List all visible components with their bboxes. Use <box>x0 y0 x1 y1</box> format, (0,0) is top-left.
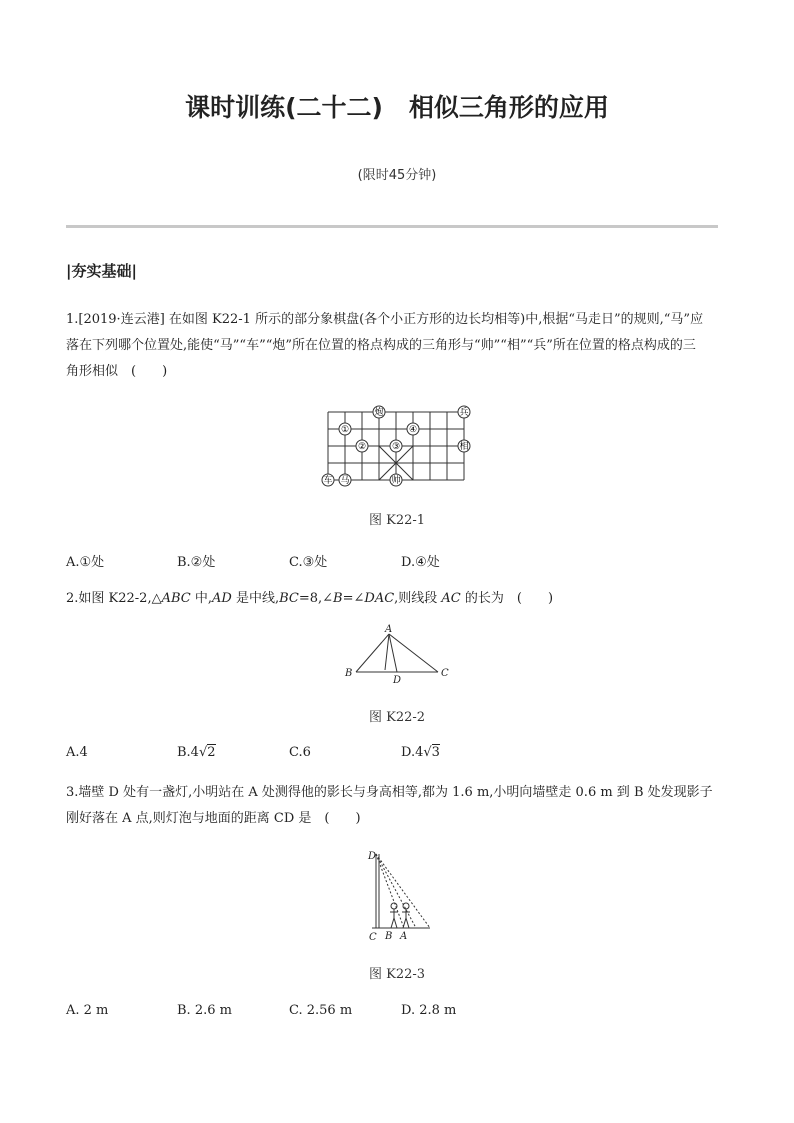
title-lesson: 课时训练(二十二) <box>185 93 383 122</box>
figure-k22-1-chessboard <box>318 402 478 492</box>
section-heading: |夯实基础| <box>66 262 137 280</box>
question-1-line-3: 角形相似 ( ) <box>66 364 168 379</box>
piece-shuai <box>390 474 402 486</box>
piece-pao <box>373 406 385 418</box>
q3-option-a: A. 2 m <box>66 1003 109 1018</box>
label-b: B <box>345 668 353 679</box>
q1-option-d: D.④处 <box>401 555 440 570</box>
q2-option-b: B.4√2 <box>177 745 216 760</box>
q2-option-c: C.6 <box>289 745 311 760</box>
q3-option-b: B. 2.6 m <box>177 1003 232 1018</box>
question-3-line-1: 3.墙壁 D 处有一盏灯,小明站在 A 处测得他的影长与身高相等,都为 1.6 m,小明向墙壁走 0.6 m 到 B 处发现影子 <box>66 785 713 800</box>
q1-option-b: B.②处 <box>177 555 216 570</box>
piece-bing <box>458 406 470 418</box>
piece-che <box>322 474 334 486</box>
label-b: B <box>385 931 393 942</box>
title-topic: 相似三角形的应用 <box>408 93 609 122</box>
svg-text:相: 相 <box>459 442 469 452</box>
q3-option-d: D. 2.8 m <box>401 1003 457 1018</box>
svg-text:③: ③ <box>391 442 401 452</box>
figure-k22-2-triangle <box>340 624 460 688</box>
position-4 <box>407 423 419 435</box>
question-1-line-2: 落在下列哪个位置处,能使“马”“车”“炮”所在位置的格点构成的三角形与“帅”“相”“兵”所在位置的格点构成的三 <box>66 338 696 353</box>
q3-option-c: C. 2.56 m <box>289 1003 353 1018</box>
q1-option-c: C.③处 <box>289 555 328 570</box>
figure-caption-k22-3: 图 K22-3 <box>368 967 426 982</box>
q2-option-d: D.4√3 <box>401 745 440 760</box>
piece-xiang <box>458 440 470 452</box>
svg-text:②: ② <box>357 442 367 452</box>
figure-k22-3-lamp <box>360 846 440 946</box>
svg-text:④: ④ <box>408 425 418 435</box>
label-c: C <box>441 668 449 679</box>
time-limit: (限时45分钟) <box>357 168 437 183</box>
q1-option-a: A.①处 <box>66 555 105 570</box>
label-c: C <box>369 932 377 943</box>
question-3-text <box>66 780 736 832</box>
position-1 <box>339 423 351 435</box>
svg-text:兵: 兵 <box>459 408 469 418</box>
position-3 <box>390 440 402 452</box>
question-1-line-1: 1.[2019·连云港] 在如图 K22-1 所示的部分象棋盘(各个小正方形的边长均相等)中,根据“马走日”的规则,“马”应 <box>66 312 704 327</box>
label-a: A <box>385 624 393 635</box>
label-d: D <box>368 851 377 862</box>
question-2-text: 2.如图 K22-2,△ABC 中,AD 是中线,BC=8,∠B=∠DAC,则线段 AC 的长为 ( ) <box>66 591 554 606</box>
q2-option-a: A.4 <box>66 745 88 760</box>
svg-text:马: 马 <box>340 476 350 486</box>
svg-text:炮: 炮 <box>374 408 384 418</box>
divider <box>66 225 718 228</box>
page-title <box>0 88 794 124</box>
piece-ma <box>339 474 351 486</box>
figure-caption-k22-1: 图 K22-1 <box>368 513 426 528</box>
question-1-text <box>66 307 736 385</box>
figure-caption-k22-2: 图 K22-2 <box>368 710 426 725</box>
position-2 <box>356 440 368 452</box>
question-3-line-2: 刚好落在 A 点,则灯泡与地面的距离 CD 是 ( ) <box>66 811 361 826</box>
label-d: D <box>393 675 402 686</box>
label-a: A <box>400 931 408 942</box>
svg-text:①: ① <box>340 425 350 435</box>
svg-text:车: 车 <box>323 476 333 486</box>
svg-text:帅: 帅 <box>391 476 401 486</box>
